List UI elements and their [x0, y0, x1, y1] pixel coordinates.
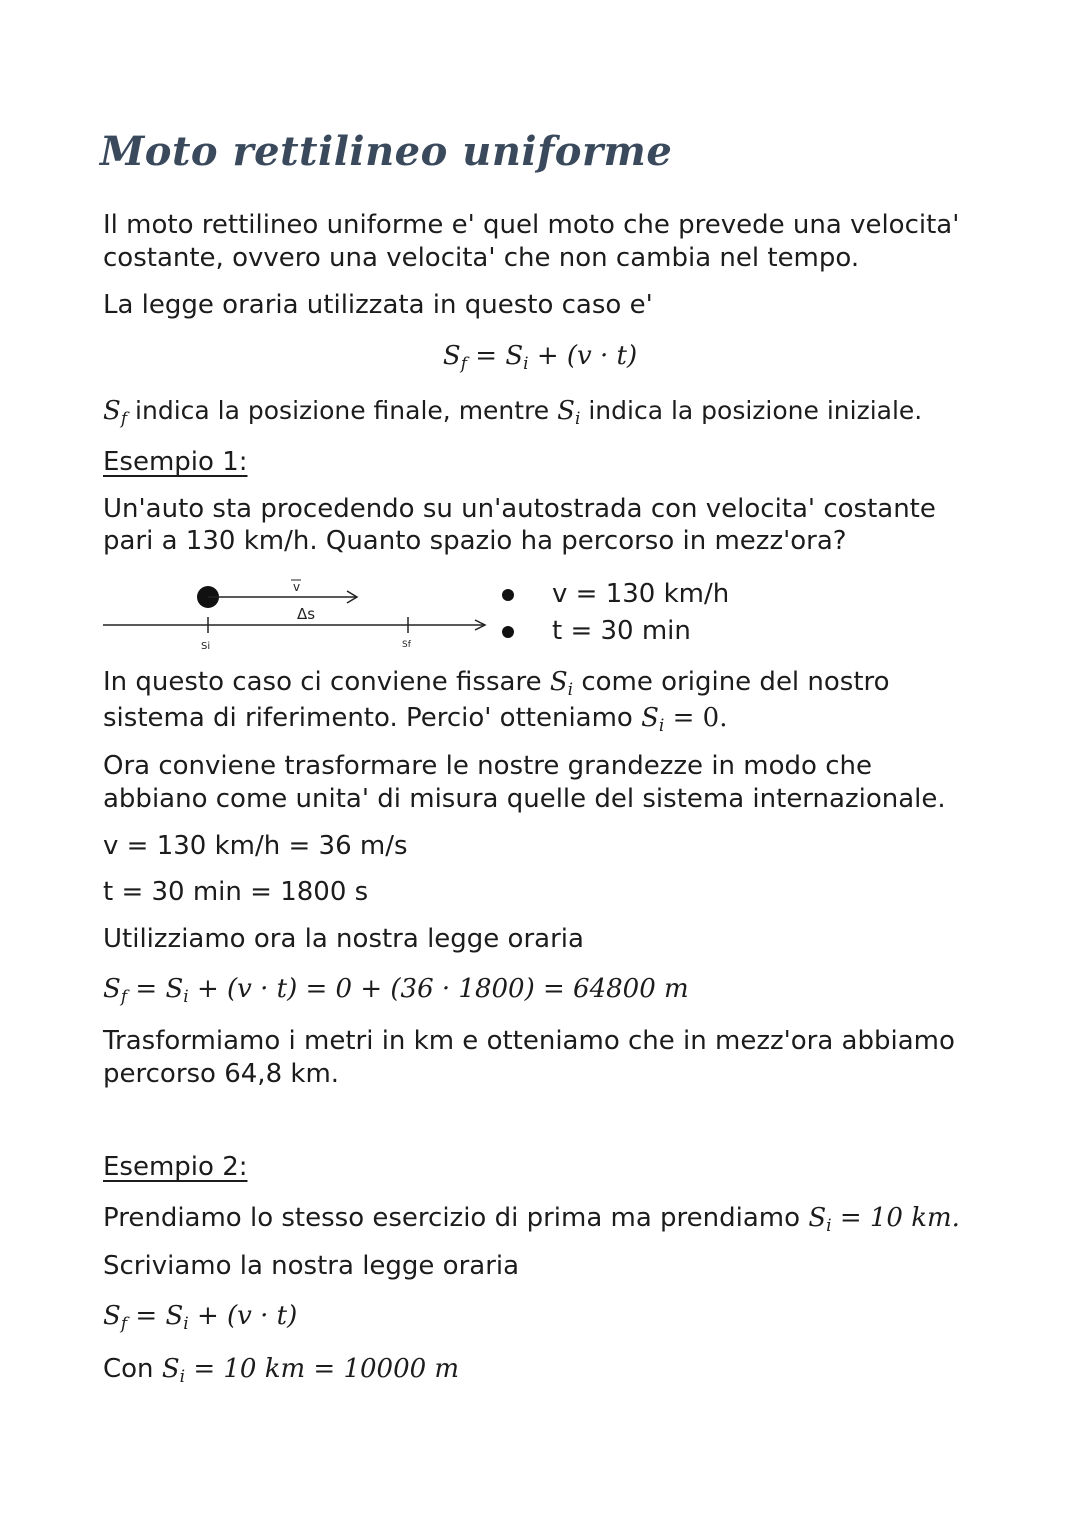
intro-line-2: costante, ovvero una velocita' che non cambia nel tempo.	[103, 243, 860, 273]
given-time: t = 30 min	[552, 616, 691, 646]
example2-con-line: Con $S_i = 10$ km = 10000 m	[103, 1354, 460, 1387]
result-line-1: Trasformiamo i metri in km e otteniamo che in mezz'ora abbiamo	[103, 1026, 955, 1056]
velocity-label: v	[293, 580, 301, 594]
use-law-line: Utilizziamo ora la nostra legge oraria	[103, 924, 584, 954]
origin-line-1: In questo caso ci conviene fissare $S_i$ come origine del nostro	[103, 667, 890, 700]
page-title: Moto rettilineo uniforme	[100, 128, 673, 175]
example2-line-1: Prendiamo lo stesso esercizio di prima ma prendiamo $S_i = 10$ km.	[103, 1203, 960, 1236]
delta-s-label: Δs	[297, 605, 316, 623]
example2-line-2: Scriviamo la nostra legge oraria	[103, 1251, 520, 1281]
bullet	[502, 589, 514, 601]
convert-line-2: abbiano come unita' di misura quelle del sistema internazionale.	[103, 784, 946, 814]
convert-line-1: Ora conviene trasformare le nostre grandezze in modo che	[103, 751, 872, 781]
example2-law: $S_f = S_i + (v \cdot t)$	[103, 1301, 298, 1334]
si-label: Si	[201, 641, 211, 652]
motion-diagram	[95, 575, 495, 660]
origin-line-2: sistema di riferimento. Percio' otteniamo $S_i = 0$.	[103, 703, 728, 736]
calculation-formula: $S_f = S_i + (v \cdot t) = 0 + (36 \cdot 1800) = 64800$ m	[103, 974, 689, 1007]
example2-heading: Esempio 2:	[103, 1152, 248, 1182]
law-intro: La legge oraria utilizzata in questo caso e'	[103, 290, 653, 320]
sf-label: Sf	[402, 640, 411, 650]
intro-line-1: Il moto rettilineo uniforme e' quel moto che prevede una velocita'	[103, 210, 960, 240]
example1-heading: Esempio 1:	[103, 447, 248, 477]
conversion-velocity: v = 130 km/h = 36 m/s	[103, 831, 408, 861]
example1-problem-line-2: pari a 130 km/h. Quanto spazio ha percorso in mezz'ora?	[103, 526, 847, 556]
definition-line: $S_f$ indica la posizione finale, mentre $S_i$ indica la posizione iniziale.	[103, 396, 923, 429]
result-line-2: percorso 64,8 km.	[103, 1059, 340, 1089]
main-formula: $S_f = S_i + (v \cdot t)$	[442, 341, 638, 374]
example1-problem-line-1: Un'auto sta procedendo su un'autostrada con velocita' costante	[103, 494, 936, 524]
conversion-time: t = 30 min = 1800 s	[103, 877, 369, 907]
bullet	[502, 626, 514, 638]
given-velocity: v = 130 km/h	[552, 579, 730, 609]
